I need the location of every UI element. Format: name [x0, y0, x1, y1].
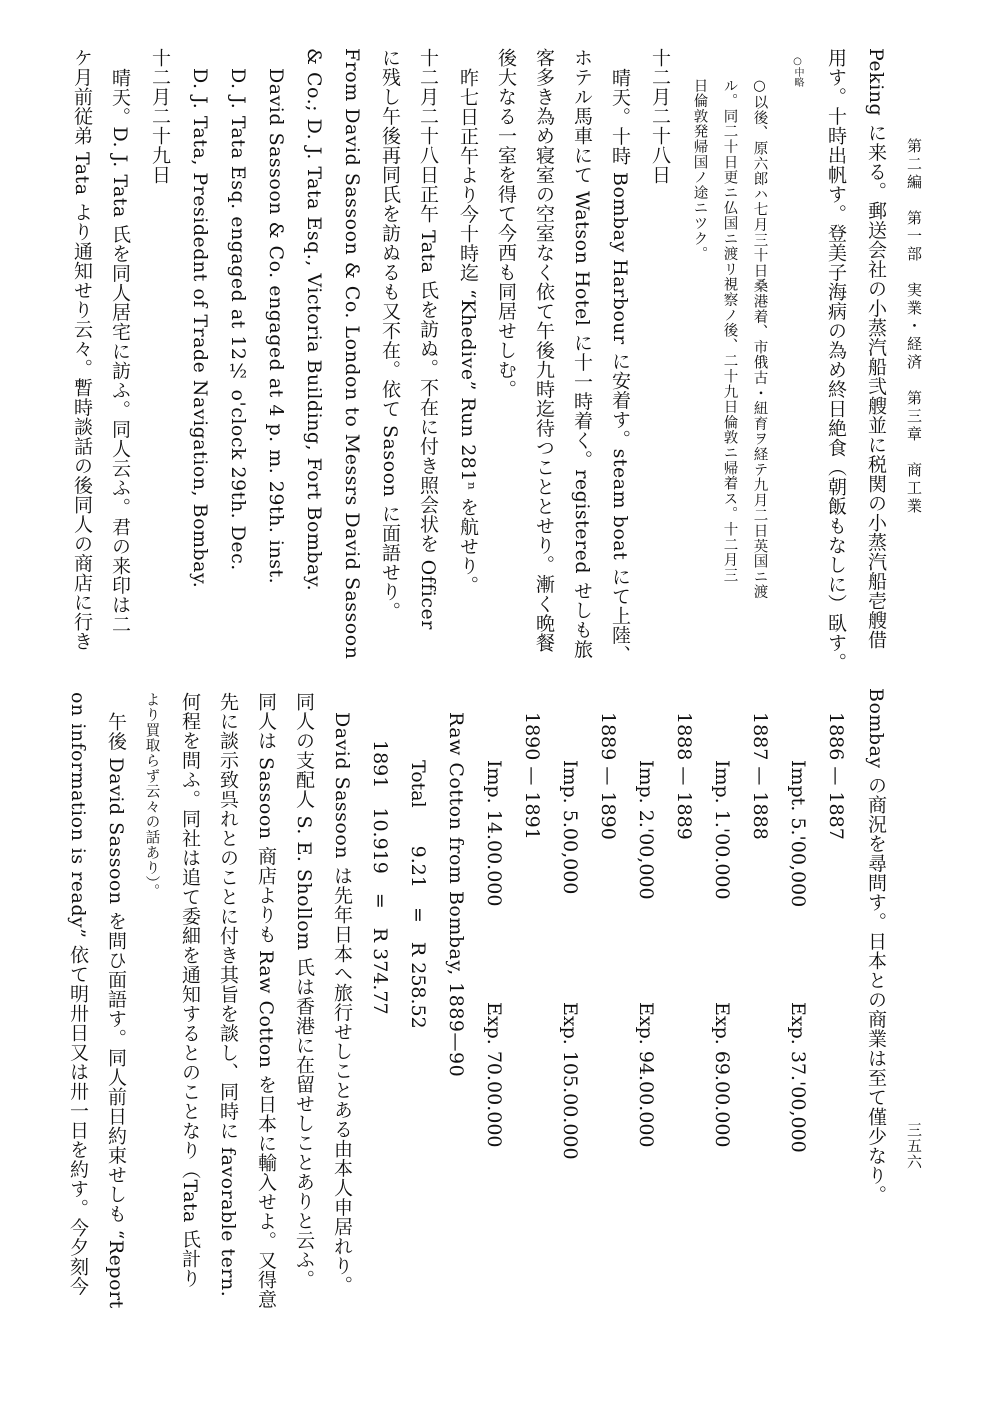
- sassoon-text-line-4: 先に談示致呉れとのことに付き其旨を談し、同時に favorable tern.: [217, 692, 239, 1298]
- trade-export: Exp. 105.00.000: [559, 1002, 581, 1160]
- dec29-line-1: 晴天。D. J. Tata 氏を同人居宅に訪ふ。同人云ふ。君の来印は二: [109, 68, 131, 634]
- afternoon-line-2: on information is ready” 依て明卅日又は卅一日を約す。今夕刻今: [67, 692, 89, 1297]
- dec29-line-2: ケ月前従弟 Tata より通知せり云々。暫時談話の後同人の商店に行き: [71, 48, 93, 651]
- top-line-1: Peking に来る。郵送会社の小蒸汽船弐艘並に税関の小蒸汽船壱艘借: [865, 48, 887, 650]
- dec28-line-2: ホテル馬車にて Watson Hotel に十一時着く。registered せしも旅: [571, 48, 593, 659]
- raw-cotton-total: Total 9.21 = R 258.52: [407, 760, 429, 1029]
- tata-title: D. J. Tata, Presidednt of Trade Navigation, Bombay.: [189, 68, 211, 589]
- trade-export: Exp. 94.00.000: [635, 1002, 657, 1148]
- trade-export: Exp. 69.00.000: [711, 1002, 733, 1148]
- trade-period: 1886 — 1887: [825, 712, 847, 840]
- dec28-noon-line-2: に残し午後再同氏を訪ぬるも又不在。依て Sasoon に面語せり。: [379, 48, 401, 621]
- sassoon-text-line-3: 同人は Sassoon 商店よりも Raw Cotton を日本に輸入せよ。又得意: [255, 692, 277, 1309]
- sassoon-text-line-2: 同人の支配人 S. E. Shollom 氏は香港に在留せしことありと云ふ。: [293, 692, 315, 1289]
- page-number: 三五六: [905, 1122, 923, 1170]
- trade-import: Imp. 2.'00,000: [635, 760, 657, 900]
- sassoon-text-line-5: 何程を問ふ。同社は追て委細を通知するとのことなり（Tata 氏計り: [179, 692, 201, 1289]
- trade-period: 1887 — 1888: [749, 712, 771, 840]
- top-line-2: 用す。十時出帆す。登美子海病の為め終日絶食（朝飯もなしに）臥す。: [825, 48, 847, 672]
- trade-export: Exp. 37.'00,000: [787, 1002, 809, 1153]
- sassoon-engagement: David Sassoon & Co. engaged at 4 p. m. 29th. inst.: [265, 68, 287, 585]
- travel-note-line-1: ○以後、原六郎ハ七月三十日桑港着、市俄古・紐育ヲ経テ九月二日英国ニ渡: [751, 78, 768, 600]
- raw-cotton-1891: 1891 10.919 = R 374.77: [369, 740, 391, 1015]
- omission-note-mark: ○中略: [792, 56, 803, 87]
- sassoon-letter-line-2: & Co.; D. J. Tata Esq., Victoria Building, Fort Bombay.: [303, 48, 325, 592]
- trade-period: 1890 — 1891: [521, 712, 543, 840]
- trade-period: 1889 — 1890: [597, 712, 619, 840]
- trade-import: Imp. 5.00,000: [559, 760, 581, 895]
- trade-import: Impt. 5.'00,000: [787, 760, 809, 908]
- date-dec-29: 十二月二十九日: [149, 48, 171, 185]
- sassoon-letter-line-1: From David Sassoon & Co. London to Messrs David Sassoon: [341, 48, 363, 660]
- trade-import: Imp. 14.00.000: [483, 760, 505, 907]
- trade-export: Exp. 70.00.000: [483, 1002, 505, 1148]
- date-dec-28: 十二月二十八日: [649, 48, 671, 185]
- afternoon-line-1: 午後 David Sassoon を問ひ面語す。同人前日約束せしも “Report: [105, 712, 127, 1309]
- bombay-market-intro: Bombay の商況を尋問す。日本との商業は至て僅少なり。: [865, 688, 887, 1205]
- sassoon-text-line-6: より買取らず云々の話あり）。: [143, 692, 160, 899]
- sassoon-text-line-1: David Sassoon は先年日本へ旅行せしことある由本人申居れり。: [331, 712, 353, 1295]
- dec28-line-1: 晴天。十時 Bombay Harbour に安着す。steam boat にて上陸、: [609, 68, 631, 665]
- trade-period: 1888 — 1889: [673, 712, 695, 840]
- raw-cotton-title: Raw Cotton from Bombay, 1889—90: [445, 712, 467, 1078]
- dec28-noon-line-1: 十二月二十八日正午 Tata 氏を訪ぬ。不在に付き照会状を Officer: [417, 48, 439, 630]
- tata-engagement: D. J. Tata Esq. engaged at 12½ o'clock 29th. Dec.: [227, 68, 249, 571]
- travel-note-line-3: 日倫敦発帰国ノ途ニツク。: [691, 78, 708, 262]
- travel-note-line-2: ル。同二十日更ニ仏国ニ渡リ視察ノ後、二十九日倫敦ニ帰着ス。十二月三: [721, 78, 738, 583]
- trade-import: Imp. 1.'00.000: [711, 760, 733, 900]
- dec28-line-5: 昨七日正午より今十時迄 “Khedive” Run 281ⁿ を航せり。: [457, 68, 479, 595]
- dec28-line-3: 客多き為め寝室の空室なく依て午後九時迄待つこととせり。漸く晩餐: [533, 48, 555, 653]
- running-title: 第二編 第一部 実業・経済 第三章 商工業: [905, 138, 923, 516]
- dec28-line-4: 後大なる一室を得て今西も同居せしむ。: [495, 48, 517, 399]
